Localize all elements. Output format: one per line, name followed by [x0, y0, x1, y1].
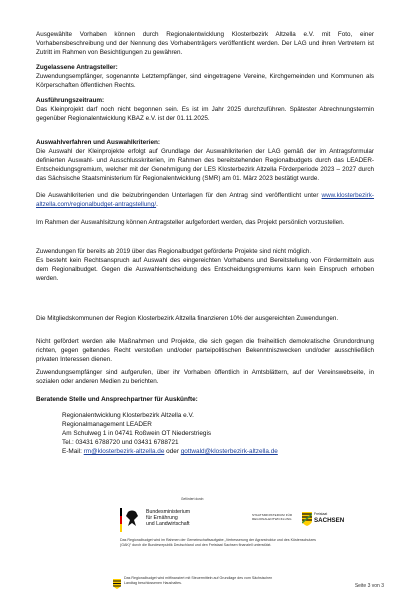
sax-name: SACHSEN — [314, 517, 345, 524]
bmel-line1: Bundesministerium — [146, 509, 191, 515]
page-number: Seite 3 von 3 — [354, 583, 384, 589]
contact-department: Regionalmanagement LEADER — [62, 421, 152, 428]
heading-antragsteller: Zugelassene Antragsteller: — [36, 64, 118, 71]
regionalbudget-link[interactable]: www.klosterbezirk-altzella.com/regionalbudget-antragstellung/ — [36, 192, 375, 208]
funded-by-label: Gefördert durch: — [181, 497, 205, 501]
saxony-coat-of-arms-icon — [302, 512, 312, 526]
paragraph-ausfuehrungszeitraum: Das Kleinprojekt darf noch nicht begonnen sein. Es ist im Jahr 2025 durchzuführen. Spätester Abrechnungstermin gegenüber Regionalentwicklung KBAZ e.V. ist der 01.11.2025. — [36, 106, 374, 122]
heading-auswahlverfahren: Auswahlverfahren und Auswahlkriterien: — [36, 139, 161, 146]
paragraph-nicht-gefoerdert: Nicht gefördert werden alle Maßnahmen und Projekte, die sich gegen die freiheitlich demokratische Grundordnung richten, gegen geltendes Recht verstoßen und/oder parteipolitischen Bekenntniszwecken und/oder ausschließlich privaten Interessen dienen. — [36, 338, 374, 363]
paragraph-vorstellen: Im Rahmen der Auswahlsitzung können Antragsteller aufgefordert werden, das Projekt persönlich vorzustellen. — [36, 219, 345, 226]
paragraph-mitgliedskommunen: Die Mitgliedskommunen der Region Klosterbezirk Altzella finanzieren 10% der ausgereichten Zuwendungen. — [36, 315, 339, 322]
email-link-rm[interactable]: rm@klosterbezirk-altzella.de — [83, 448, 165, 455]
paragraph-zuwendungsempfaenger: Zuwendungsempfänger sind aufgerufen, über ihr Vorhaben öffentlich in Amtsblättern, auf der Vereinswebseite, in sozialen oder anderen Medien zu berichten. — [36, 369, 374, 385]
bmel-line3: und Landwirtschaft — [146, 521, 190, 528]
sax-ministry-line2: REGIONALENTWICKLUNG — [252, 517, 292, 521]
paragraph-auswahlkriterien — [36, 192, 374, 210]
heading-ausfuehrungszeitraum: Ausführungszeitraum: — [36, 97, 105, 104]
contact-block — [62, 411, 362, 456]
saxony-ministry-logo — [252, 510, 352, 530]
email-link-gottwald[interactable]: gottwald@klosterbezirk-altzella.de — [180, 448, 278, 455]
contact-address: Am Schulweg 1 in 04741 Roßwein OT Niederstriegis — [62, 430, 212, 437]
paragraph-veroeffentlichung: Ausgewählte Vorhaben können durch Regionalentwicklung Klosterbezirk Altzella e.V. mit Foto, einer Vorhabensbeschreibung und der Nennung des Vorhabenträgers veröffentlicht werden. Der LAG und ihren Vertretern ist Zutritt im Rahmen von Besichtigungen zu gewähren. — [36, 31, 374, 56]
auswahlkriterien-end: . — [156, 200, 158, 208]
footer-note: Das Regionalbudget wird mitfinanziert mit Steuermitteln auf Grundlage des vom Sächsischen Landtag beschlossenen Haushaltes. — [124, 576, 273, 585]
contact-organisation: Regionalentwicklung Klosterbezirk Altzella e.V. — [62, 412, 194, 419]
heading-beratende-stelle: Beratende Stelle und Ansprechpartner für Auskünfte: — [36, 396, 198, 403]
bmel-logo — [120, 508, 240, 532]
contact-email-line — [62, 447, 362, 456]
gak-funding-note: Das Regionalbudget wird im Rahmen der Gemeinschaftsaufgabe „Verbesserung der Agrarstruktur und des Küstenschutzes (GAK)“ durch die Bundesrepublik Deutschland und den Freistaat Sachsen finanziell unterstützt. — [120, 538, 316, 547]
bmel-line2: für Ernährung — [146, 515, 178, 522]
saxony-footer-logo — [113, 576, 121, 594]
sax-ministry-line1: STAATSMINISTERIUM FÜR — [252, 513, 293, 517]
email-prefix: E-Mail: — [62, 448, 84, 455]
paragraph-antragsteller: Zuwendungsempfänger, sogenannte Letztempfänger, sind eingetragene Vereine, Kirchgemeinden und Kommunen als Körperschaften öffentlichen Rechts. — [36, 73, 374, 89]
sax-freistaat: Freistaat — [314, 512, 328, 516]
paragraph-rechtsanspruch: Es besteht kein Rechtsanspruch auf Auswahl des eingereichten Vorhabens und Bereitstellung von Fördermitteln aus dem Regionalbudget. Gegen die Auswahlentscheidung des Entscheidungsgremiums kann kein Einspruch erhoben werden. — [36, 257, 374, 282]
paragraph-2019: Zuwendungen für bereits ab 2019 über das Regionalbudget geförderte Projekte sind nicht möglich. — [36, 248, 312, 255]
email-separator: oder — [164, 448, 181, 455]
contact-phone: Tel.: 03431 6788720 und 03431 6788721 — [62, 439, 179, 446]
saxony-small-coat-icon — [113, 579, 121, 589]
paragraph-auswahlverfahren: Die Auswahl der Kleinprojekte erfolgt auf Grundlage der Auswahlkriterien der LAG gemäß der im Antragsformular definierten Auswahl- und Ausschlusskriterien, im Rahmen des bereitstehenden Regionalbudgets durch das LEADER-Entscheidungsgremium, welcher mit der Genehmigung der LES Klosterbezirk Altzella Förderperiode 2023 – 2027 durch das Sächsische Staatsministerium für Regionalentwicklung (SMR) am 01. März 2023 bestätigt wurde. — [36, 148, 374, 182]
auswahlkriterien-text: Die Auswahlkriterien und die beizubringenden Unterlagen für den Antrag sind veröffentlicht unter — [36, 192, 319, 199]
